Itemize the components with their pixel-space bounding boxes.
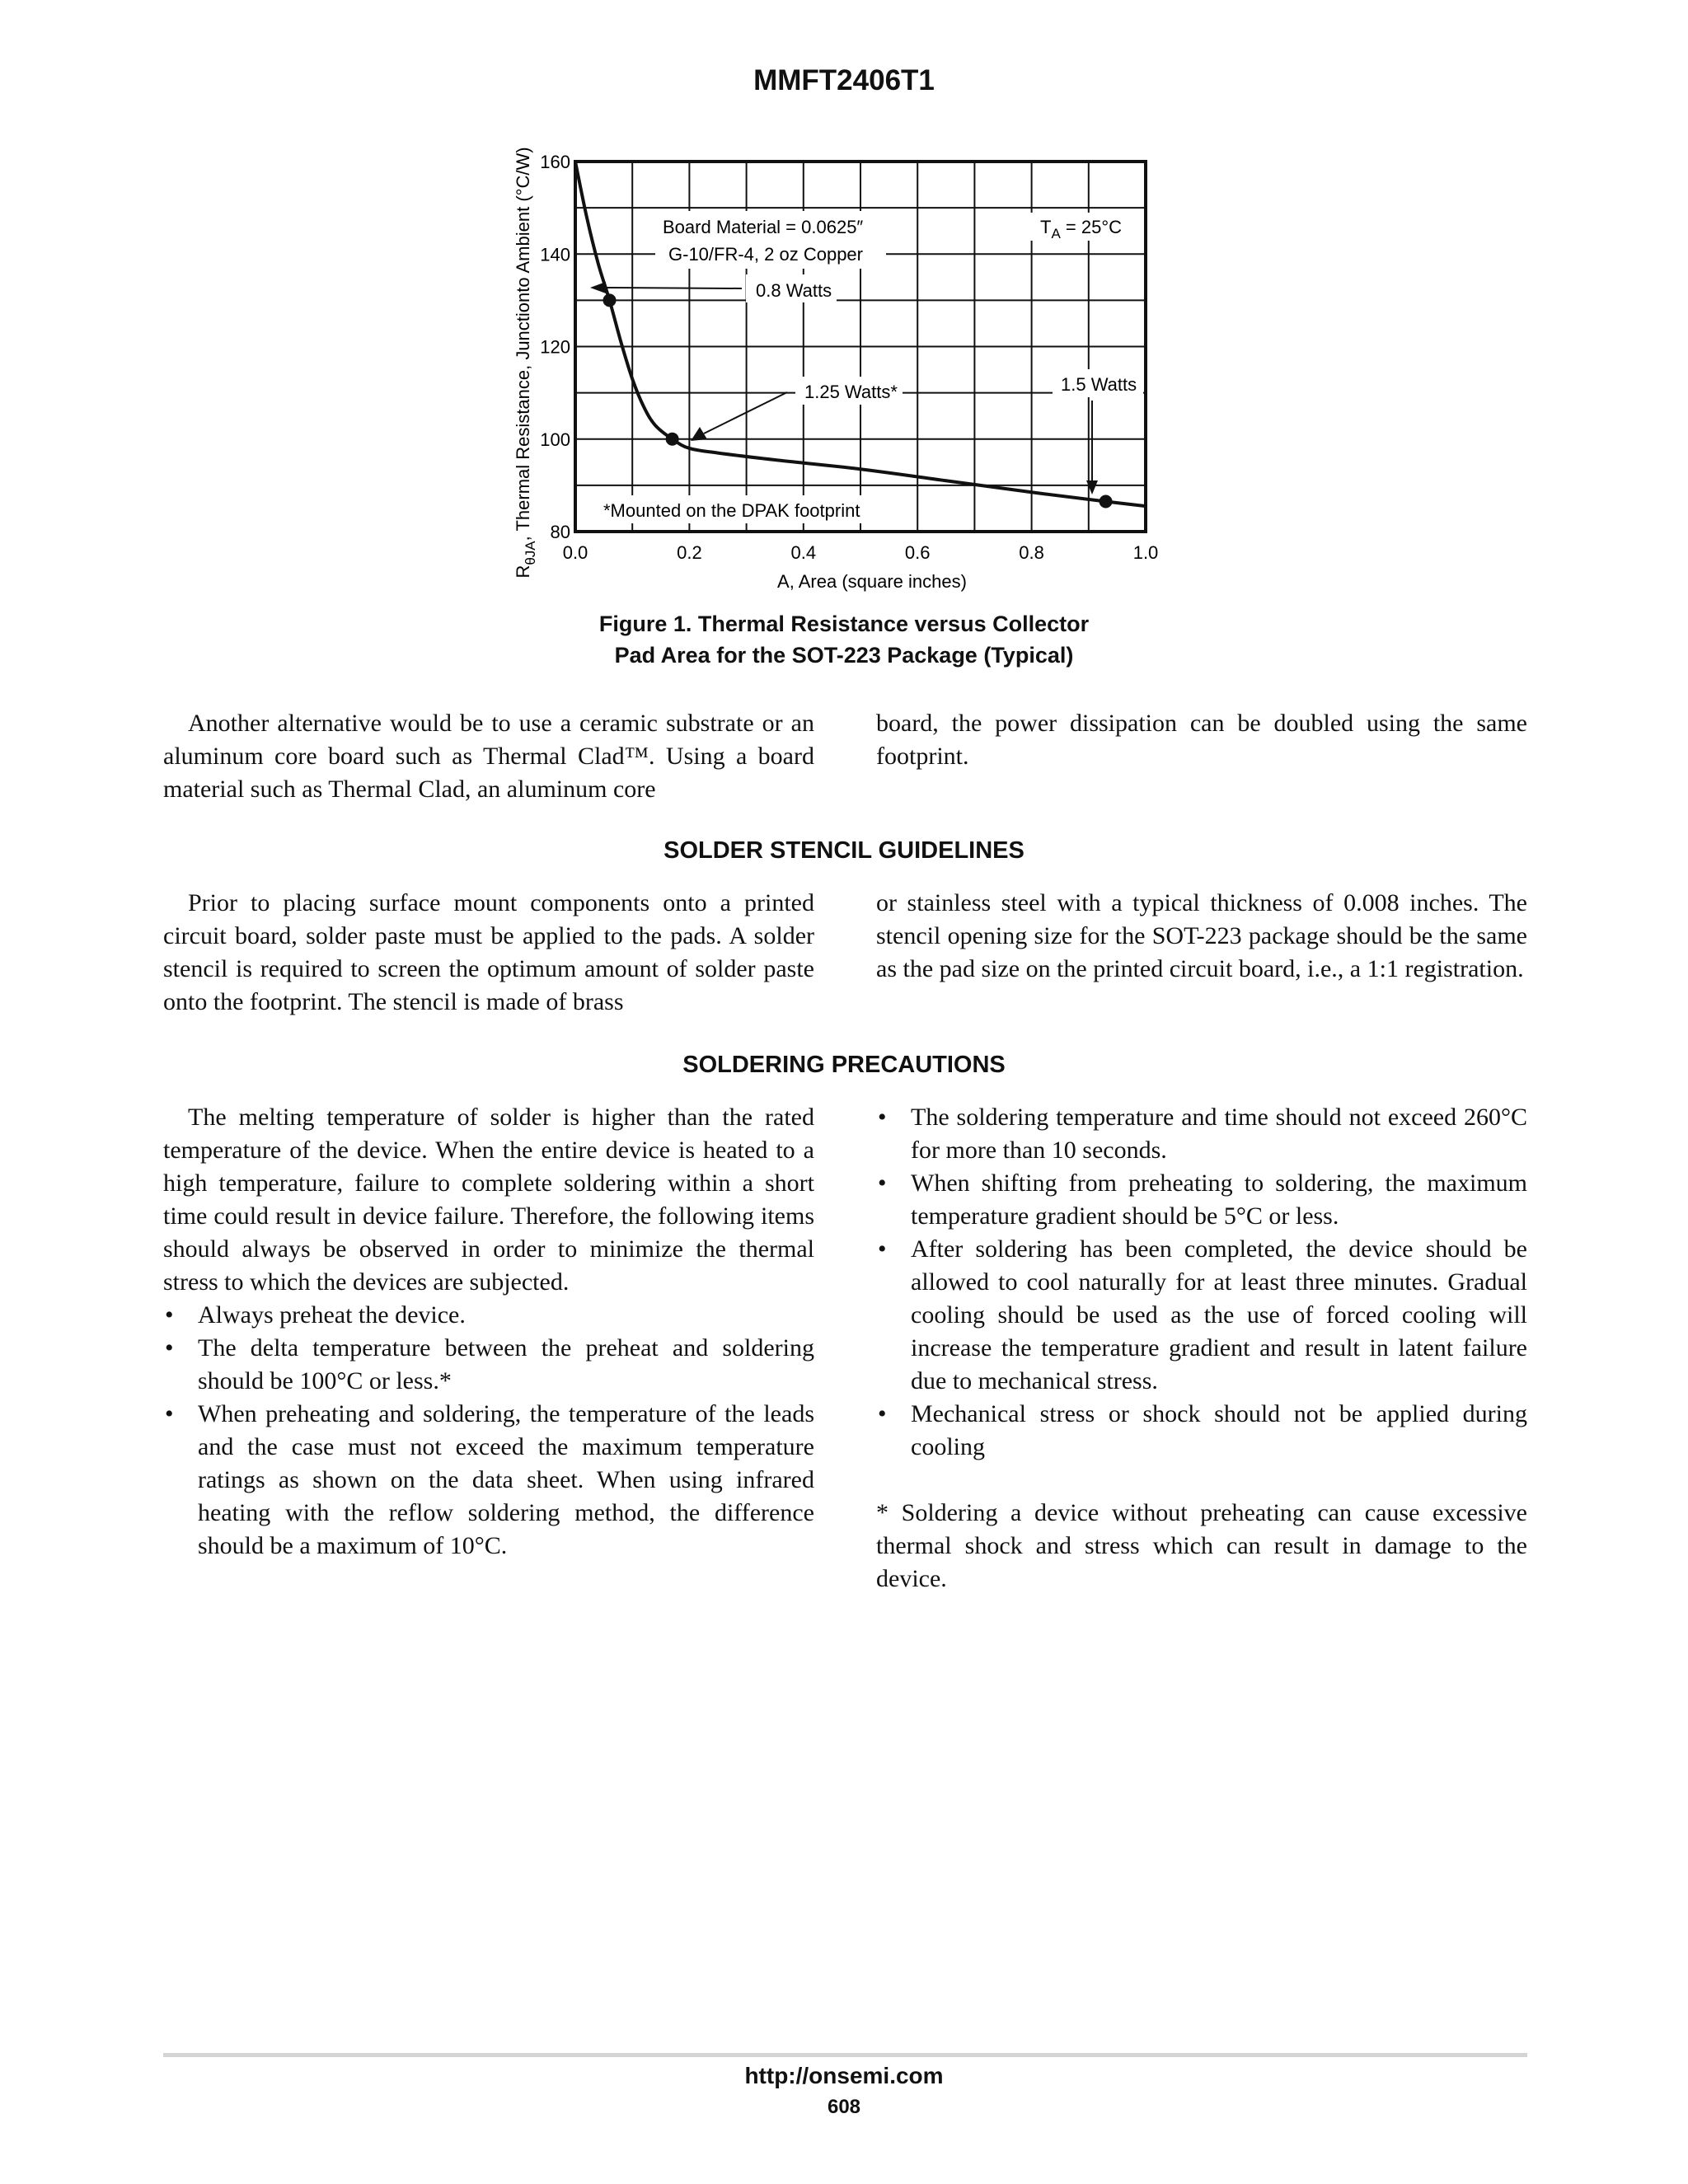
bullet-marker: • bbox=[165, 1334, 174, 1361]
thermal-resistance-chart bbox=[0, 0, 1688, 626]
list-item bbox=[876, 1233, 1527, 1398]
arrow-1-25-watts-shaft bbox=[704, 392, 787, 434]
x-tick-label: 0.2 bbox=[677, 542, 702, 563]
bullet-marker: • bbox=[878, 1235, 887, 1263]
list-item bbox=[876, 1101, 1527, 1167]
list-item bbox=[163, 1332, 814, 1398]
intro-right-column bbox=[876, 707, 1527, 773]
x-tick-label: 1.0 bbox=[1132, 542, 1159, 563]
y-tick-label: 160 bbox=[540, 152, 570, 172]
y-axis-label: $R_{\theta JA}$, Thermal Resistance, Junctionto Ambient (°C/W) bbox=[513, 147, 538, 579]
board-copper-label: G-10/FR-4, 2 oz Copper bbox=[668, 244, 863, 265]
y-tick-label: 120 bbox=[540, 336, 570, 358]
bullet-marker: • bbox=[878, 1104, 887, 1131]
bullet-marker: • bbox=[165, 1301, 174, 1329]
x-tick-label: 0.6 bbox=[904, 542, 931, 563]
marker-label-1-5-watts: 1.5 Watts bbox=[1061, 374, 1137, 395]
figure-caption-line-1: Figure 1. Thermal Resistance versus Collector bbox=[598, 612, 1090, 636]
page-title: MMFT2406T1 bbox=[753, 64, 935, 96]
x-tick-label: 0.8 bbox=[1019, 542, 1044, 563]
stencil-right-column bbox=[876, 887, 1527, 986]
curve-marker-point bbox=[603, 293, 617, 307]
list-item bbox=[163, 1398, 814, 1563]
precautions-left-column bbox=[163, 1101, 814, 1563]
list-item-text: When shifting from preheating to soldering, the maximum temperature gradient should be 5°C or less. bbox=[911, 1169, 1527, 1230]
list-item-text: The soldering temperature and time should not exceed 260°C for more than 10 seconds. bbox=[911, 1104, 1527, 1164]
ambient-temperature-label: $T_A = 25^\circ C$ bbox=[1040, 217, 1123, 241]
marker-label-1-25-watts: 1.25 Watts* bbox=[804, 382, 898, 402]
dpak-footprint-note: *Mounted on the DPAK footprint bbox=[603, 500, 860, 521]
stencil-right-paragraph: or stainless steel with a typical thickness of 0.008 inches. The stencil opening size for the SOT-223 package should be the same as the pad size on the printed circuit board, i.e., a 1:1 registration. bbox=[876, 889, 1527, 982]
list-item bbox=[163, 1299, 814, 1332]
figure-caption bbox=[0, 608, 1688, 671]
list-item-text: After soldering has been completed, the device should be allowed to cool naturally for at least three minutes. Gradual cooling should be used as the use of forced cooling will increase the temperature gradient and result in latent failure due to mechanical stress. bbox=[911, 1235, 1527, 1394]
preheating-footnote: * Soldering a device without preheating can cause excessive thermal shock and stress which can result in damage to the device. bbox=[876, 1499, 1527, 1592]
x-axis-label: A, Area (square inches) bbox=[777, 571, 967, 592]
precautions-right-list bbox=[876, 1101, 1527, 1464]
y-tick-label: 80 bbox=[550, 522, 570, 542]
footer-url: http://onsemi.com bbox=[744, 2063, 944, 2088]
soldering-precautions-heading: SOLDERING PRECAUTIONS bbox=[682, 1052, 1006, 1078]
intro-left-column bbox=[163, 707, 814, 806]
figure-caption-line-2: Pad Area for the SOT-223 Package (Typical) bbox=[614, 643, 1074, 668]
intro-left-paragraph: Another alternative would be to use a ceramic substrate or an aluminum core board such as Thermal Clad™. Using a board material such as Thermal Clad, an aluminum core bbox=[163, 710, 814, 803]
intro-right-paragraph: board, the power dissipation can be doubled using the same footprint. bbox=[876, 710, 1527, 770]
curve-marker-point bbox=[666, 433, 679, 446]
page-number: 608 bbox=[827, 2096, 861, 2118]
curve-marker-point bbox=[1100, 495, 1113, 509]
x-tick-label: 0.0 bbox=[562, 542, 588, 563]
bullet-marker: • bbox=[165, 1400, 174, 1427]
bullet-marker: • bbox=[878, 1169, 887, 1197]
precautions-left-list bbox=[163, 1299, 814, 1563]
list-item-text: Mechanical stress or shock should not be applied during cooling bbox=[911, 1400, 1527, 1460]
precautions-right-column bbox=[876, 1101, 1527, 1596]
list-item-text: When preheating and soldering, the temperature of the leads and the case must not exceed the maximum temperature ratings as shown on the data sheet. When using infrared heating with the reflow soldering method, the difference should be a maximum of 10°C. bbox=[198, 1400, 814, 1559]
board-material-label: Board Material = 0.0625″ bbox=[663, 217, 864, 237]
marker-label-0-8-watts: 0.8 Watts bbox=[756, 280, 832, 301]
footer-divider bbox=[163, 2053, 1527, 2057]
solder-stencil-heading: SOLDER STENCIL GUIDELINES bbox=[663, 837, 1025, 864]
y-tick-label: 100 bbox=[540, 429, 570, 450]
bullet-marker: • bbox=[878, 1400, 887, 1427]
precautions-intro-paragraph: The melting temperature of solder is higher than the rated temperature of the device. When the entire device is heated to a high temperature, failure to complete soldering within a short time could result in device failure. Therefore, the following items should always be observed in order to minimize the thermal stress to which the devices are subjected. bbox=[163, 1104, 814, 1296]
x-tick-label: 0.4 bbox=[790, 542, 817, 563]
y-tick-label: 140 bbox=[540, 244, 570, 265]
list-item bbox=[876, 1398, 1527, 1464]
stencil-left-column bbox=[163, 887, 814, 1019]
list-item-text: The delta temperature between the preheat and soldering should be 100°C or less.* bbox=[198, 1334, 814, 1394]
stencil-left-paragraph: Prior to placing surface mount components onto a printed circuit board, solder paste must be applied to the pads. A solder stencil is required to screen the optimum amount of solder paste onto the footprint. The stencil is made of brass bbox=[163, 889, 814, 1015]
list-item-text: Always preheat the device. bbox=[198, 1301, 466, 1329]
list-item bbox=[876, 1167, 1527, 1233]
